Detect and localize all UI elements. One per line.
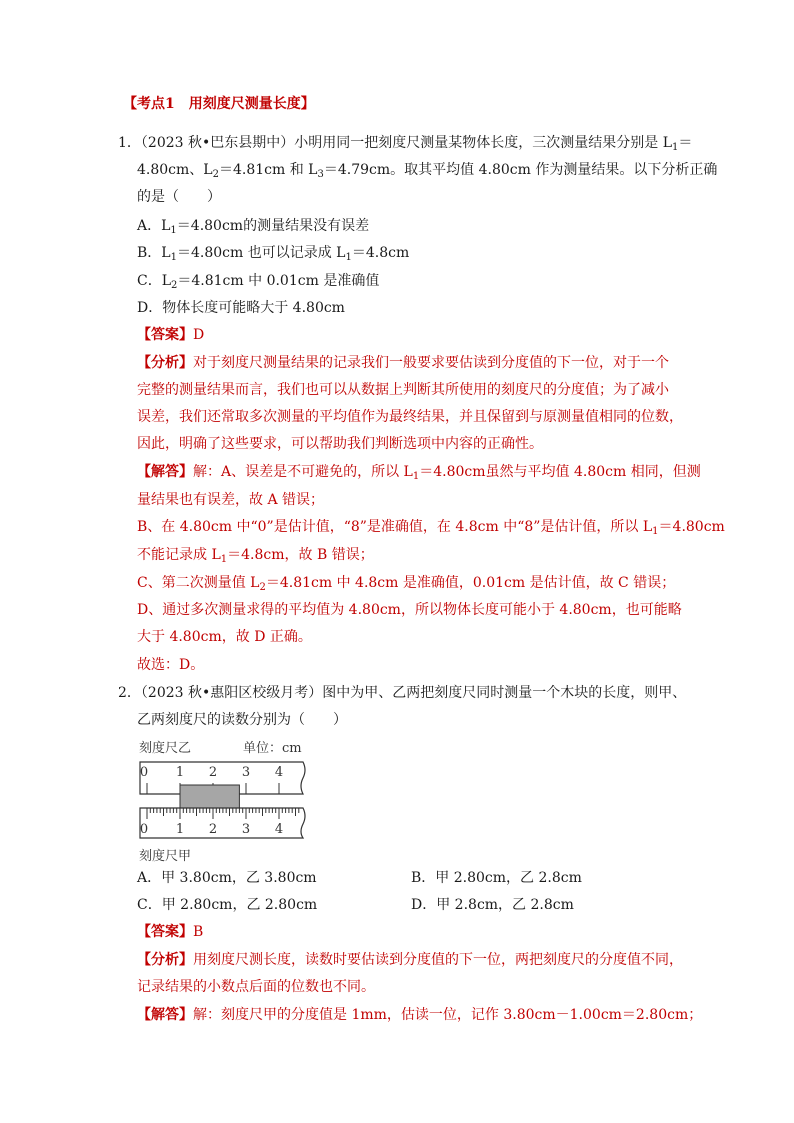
q2-analysis-line-2: 记录结果的小数点后面的位数也不同。 (137, 979, 375, 995)
question-1-stem-line-2: 4.80cm、$L_2=4.81cm$ 和 $L_3=4.79cm$。取其平均值 4.80cm 作为测量结果。以下分析正确 (137, 162, 718, 180)
question-1-stem-line-1: 1．（2023 秋•巴东县期中）小明用同一把刻度尺测量某物体长度，三次测量结果分别是 $L_1=$ (118, 135, 693, 153)
ruler-jia-tick-label: 3 (241, 822, 251, 837)
solution-label: 【解答】 (137, 464, 193, 480)
q2-solution-line-1: 【解答】解：刻度尺甲的分度值是 1mm，估读一位，记作 3.80cm－1.00cm＝2.80cm； (137, 1007, 703, 1023)
ruler-jia-label: 刻度尺甲 (139, 849, 192, 864)
solution-line-7: 大于 4.80cm，故 D 正确。 (137, 629, 312, 645)
question-1-stem-line-3: 的是（ ） (137, 189, 221, 205)
analysis-label: 【分析】 (137, 952, 193, 968)
option-a: A．$L_1=4.80cm$的测量结果没有误差 (137, 218, 370, 236)
ruler-yi-tick-label: 2 (208, 765, 218, 780)
wooden-block (180, 785, 239, 808)
answer-line (137, 325, 204, 345)
question-source: （2023 秋•惠阳区校级月考） (140, 685, 323, 701)
analysis-line-4: 因此，明确了这些要求，可以帮助我们判断选项中内容的正确性。 (137, 436, 543, 452)
option-b: B．$L_1=4.80cm$ 也可以记录成 $L_1=4.8cm$ (137, 245, 410, 263)
solution-line-2: 量结果也有误差，故 A 错误； (137, 492, 325, 508)
solution-line-3: B、在 4.80cm 中“0”是估计值，“8”是准确值，在 4.8cm 中“8”是估计值，所以 $L_1=4.80cm$ (137, 519, 725, 537)
solution-line-1: 【解答】解：A、误差是不可避免的，所以 $L_1=4.80cm$虽然与平均值 4.80cm 相同，但测 (137, 464, 701, 482)
solution-line-8: 故选：D。 (137, 657, 205, 673)
answer-value: B (193, 924, 204, 940)
question-2-stem-line-2: 乙两刻度尺的读数分别为（ ） (137, 712, 347, 728)
solution-line-4: 不能记录成 $L_1=4.8cm$，故 B 错误； (137, 547, 374, 565)
ruler-figure (135, 738, 325, 864)
ruler-jia-tick-label: 0 (139, 822, 149, 837)
q2-option-a: A．甲 3.80cm，乙 3.80cm (137, 870, 317, 886)
option-c: C．$L_2=4.81cm$ 中 0.01cm 是准确值 (137, 273, 380, 291)
analysis-line-2: 完整的测量结果而言，我们也可以从数据上判断其所使用的刻度尺的分度值；为了减小 (137, 382, 669, 398)
ruler-yi-tick-label: 4 (274, 765, 284, 780)
option-d: D．物体长度可能略大于 4.80cm (137, 300, 345, 316)
unit-label: 单位：cm (243, 741, 302, 756)
q2-analysis-line-1: 【分析】用刻度尺测长度，读数时要估读到分度值的下一位，两把刻度尺的分度值不同， (137, 952, 683, 968)
question-number: 2． (118, 685, 141, 701)
ruler-jia-tick-label: 1 (175, 822, 185, 837)
q2-answer-line (137, 922, 203, 942)
ruler-jia-tick-label: 2 (208, 822, 218, 837)
answer-label: 【答案】 (137, 924, 193, 940)
solution-line-6: D、通过多次测量求得的平均值为 4.80cm，所以物体长度可能小于 4.80cm，也可能略 (137, 602, 682, 618)
ruler-yi-tick-label: 1 (175, 765, 185, 780)
ruler-yi-tick-label: 0 (139, 765, 149, 780)
answer-label: 【答案】 (137, 327, 193, 343)
solution-line-5: C、第二次测量值 $L_2=4.81cm$ 中 4.8cm 是准确值，0.01cm 是估计值，故 C 错误； (137, 575, 676, 593)
q2-option-c: C．甲 2.80cm，乙 2.80cm (137, 897, 318, 913)
analysis-label: 【分析】 (137, 355, 193, 371)
question-2-stem-line-1: 2．（2023 秋•惠阳区校级月考）图中为甲、乙两把刻度尺同时测量一个木块的长度，则甲、 (118, 685, 687, 701)
section-title: 【考点1 用刻度尺测量长度】 (123, 96, 315, 112)
analysis-line-1: 【分析】对于刻度尺测量结果的记录我们一般要求要估读到分度值的下一位，对于一个 (137, 355, 669, 371)
ruler-jia-tick-label: 4 (274, 822, 284, 837)
question-source: （2023 秋•巴东县期中） (140, 135, 295, 151)
answer-value: D (193, 327, 205, 343)
q2-option-d: D．甲 2.8cm，乙 2.8cm (411, 897, 574, 913)
solution-label: 【解答】 (137, 1007, 193, 1023)
question-number: 1． (118, 135, 141, 151)
q2-option-b: B．甲 2.80cm，乙 2.8cm (411, 870, 582, 886)
analysis-line-3: 误差，我们还常取多次测量的平均值作为最终结果，并且保留到与原测量值相同的位数， (137, 409, 683, 425)
ruler-yi-label: 刻度尺乙 (139, 741, 192, 756)
ruler-yi-tick-label: 3 (241, 765, 251, 780)
